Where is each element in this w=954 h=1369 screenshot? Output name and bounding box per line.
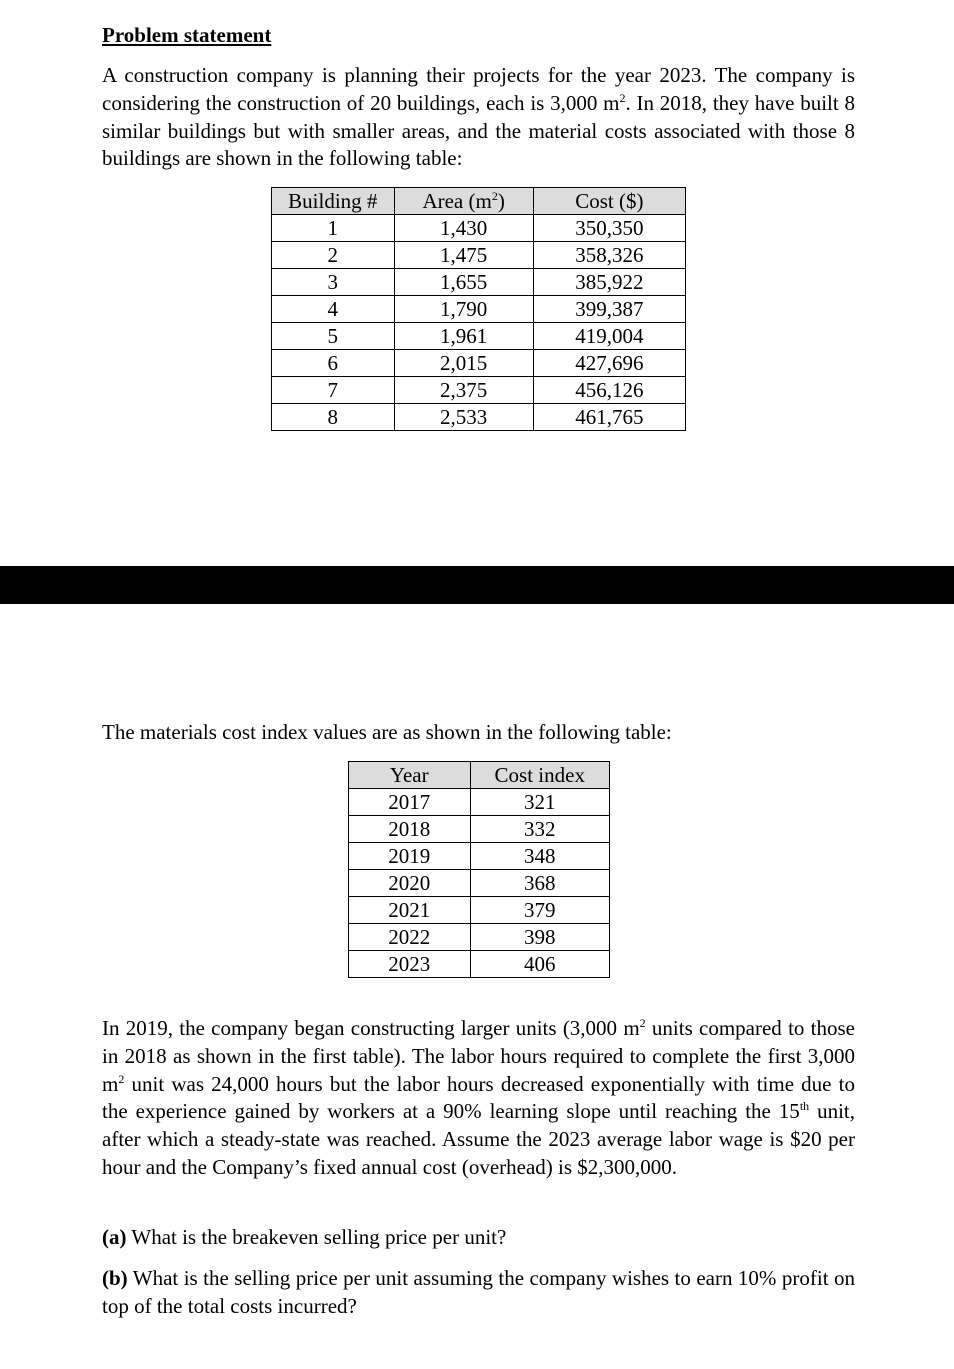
building-cell: 2 xyxy=(272,242,395,269)
table-row xyxy=(349,843,610,870)
intro-text-2: . In 2018, they have built 8 similar buildings but with smaller areas, and the material costs associated with those 8 buildings are shown in the following table: xyxy=(102,90,855,171)
labor-sup-2: 2 xyxy=(118,1071,125,1086)
year-cell: 2023 xyxy=(349,951,471,978)
table-row xyxy=(272,323,686,350)
cost-cell: 419,004 xyxy=(533,323,685,350)
cost-cell: 427,696 xyxy=(533,350,685,377)
table-row xyxy=(272,350,686,377)
cost-cell: 461,765 xyxy=(533,404,685,431)
building-cell: 5 xyxy=(272,323,395,350)
header-building: Building # xyxy=(272,188,395,215)
area-cell: 1,790 xyxy=(394,296,533,323)
question-a-text: What is the breakeven selling price per unit? xyxy=(126,1225,507,1249)
table-row xyxy=(272,296,686,323)
index-cell: 406 xyxy=(470,951,609,978)
cost-index-intro: The materials cost index values are as shown in the following table: xyxy=(102,720,672,744)
table-row xyxy=(272,215,686,242)
year-cell: 2021 xyxy=(349,897,471,924)
table-row xyxy=(349,897,610,924)
header-area-text: Area (m xyxy=(422,189,492,213)
question-b-label: (b) xyxy=(102,1266,128,1290)
index-cell: 368 xyxy=(470,870,609,897)
question-a-label: (a) xyxy=(102,1225,127,1249)
header-year: Year xyxy=(349,762,471,789)
index-cell: 348 xyxy=(470,843,609,870)
intro-text-1: A construction company is planning their projects for the year 2023. The company is considering the construction of 20 buildings, each is 3,000 m xyxy=(102,63,855,115)
labor-sup-3: th xyxy=(799,1099,810,1114)
header-cost: Cost ($) xyxy=(533,188,685,215)
labor-text-3: unit was 24,000 hours but the labor hours decreased exponentially with time due to the experience gained by workers at a 90% learning slope until reaching the 15 xyxy=(102,1071,855,1124)
table-row xyxy=(349,789,610,816)
area-cell: 1,655 xyxy=(394,269,533,296)
area-cell: 2,015 xyxy=(394,350,533,377)
year-cell: 2018 xyxy=(349,816,471,843)
header-area-close: ) xyxy=(497,189,505,213)
header-area xyxy=(394,188,533,215)
area-cell: 1,475 xyxy=(394,242,533,269)
cost-cell: 456,126 xyxy=(533,377,685,404)
redaction-bar xyxy=(0,566,954,604)
question-a xyxy=(102,1223,855,1251)
question-b xyxy=(102,1264,855,1320)
area-cell: 2,533 xyxy=(394,404,533,431)
buildings-table xyxy=(271,187,686,431)
cost-cell: 385,922 xyxy=(533,269,685,296)
building-cell: 3 xyxy=(272,269,395,296)
building-cell: 1 xyxy=(272,215,395,242)
labor-text-4: unit, after which a steady-state was reached. Assume the 2023 average labor wage is $20 per hour and the Company’s fixed annual cost (overhead) is $2,300,000. xyxy=(102,1099,856,1179)
table-row xyxy=(272,377,686,404)
area-cell: 1,961 xyxy=(394,323,533,350)
table-row xyxy=(272,242,686,269)
year-cell: 2020 xyxy=(349,870,471,897)
area-cell: 2,375 xyxy=(394,377,533,404)
intro-paragraph xyxy=(102,62,855,173)
building-cell: 8 xyxy=(272,404,395,431)
year-cell: 2017 xyxy=(349,789,471,816)
cost-index-table xyxy=(348,761,610,978)
header-area-sup: 2 xyxy=(491,189,498,203)
labor-paragraph xyxy=(102,1015,855,1182)
building-cell: 6 xyxy=(272,350,395,377)
buildings-table-header xyxy=(272,188,686,215)
intro-superscript: 2 xyxy=(619,90,626,105)
table-row xyxy=(349,870,610,897)
index-cell: 398 xyxy=(470,924,609,951)
labor-text-1: In 2019, the company began constructing larger units (3,000 m xyxy=(102,1016,640,1040)
table-row xyxy=(349,951,610,978)
cost-cell: 350,350 xyxy=(533,215,685,242)
problem-heading: Problem statement xyxy=(102,23,272,47)
table-row xyxy=(272,404,686,431)
year-cell: 2019 xyxy=(349,843,471,870)
index-cell: 332 xyxy=(470,816,609,843)
table-row xyxy=(272,269,686,296)
index-cell: 321 xyxy=(470,789,609,816)
labor-sup-1: 2 xyxy=(639,1016,646,1030)
building-cell: 4 xyxy=(272,296,395,323)
index-cell: 379 xyxy=(470,897,609,924)
cost-cell: 358,326 xyxy=(533,242,685,269)
cost-index-table-header xyxy=(349,762,610,789)
labor-text-2: units compared to those in 2018 as shown in the first table). The labor hours required to complete the first 3,000 m xyxy=(102,1016,855,1096)
area-cell: 1,430 xyxy=(394,215,533,242)
year-cell: 2022 xyxy=(349,924,471,951)
building-cell: 7 xyxy=(272,377,395,404)
cost-cell: 399,387 xyxy=(533,296,685,323)
question-b-text: What is the selling price per unit assuming the company wishes to earn 10% profit on top of the total costs incurred? xyxy=(102,1266,855,1318)
header-cost-index: Cost index xyxy=(470,762,609,789)
table-row xyxy=(349,816,610,843)
table-row xyxy=(349,924,610,951)
